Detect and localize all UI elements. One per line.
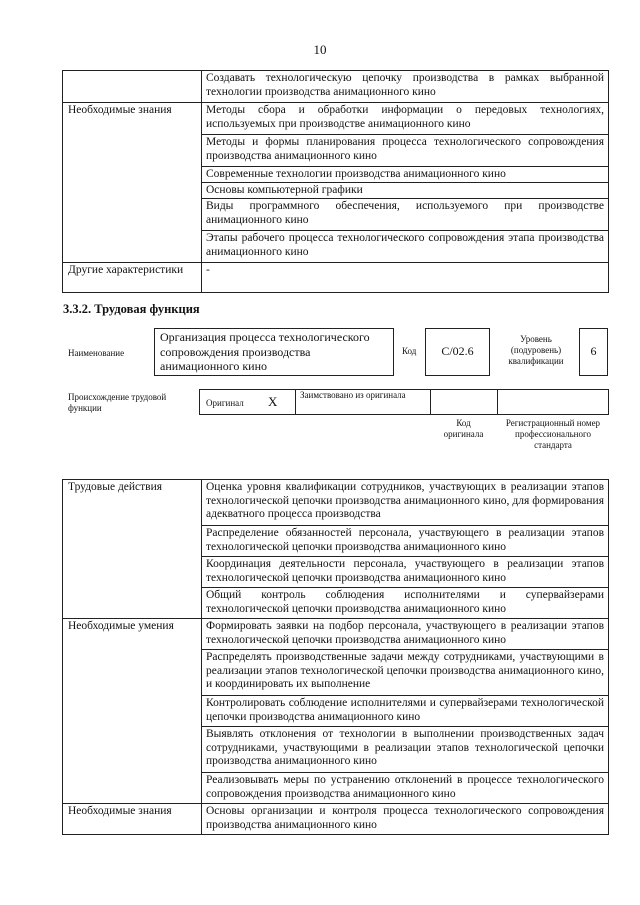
table-row [63,103,609,135]
labor-function-table [62,479,609,835]
level-label: Уровень (подуровень) квалификации [508,334,564,366]
list-item: Методы и формы планирования процесса технологического сопровождения производства анимационного кино [202,135,609,167]
list-item: - [202,263,609,293]
list-item: Выявлять отклонения от технологии в выполнении производственных задач сотрудниками, участвующими в реализации этапов технологической цепочки производства анимационного кино [202,727,609,773]
section-heading: 3.3.2. Трудовая функция [63,302,200,316]
list-item: Распределять производственные задачи между сотрудниками, участвующими в реализации этапов технологической цепочки производства анимационного кино, и координировать их выполнение [202,650,609,696]
list-item: Координация деятельности персонала, участвующего в реализации этапов технологической цепочки производства анимационного кино [202,557,609,588]
table-row [63,804,609,835]
list-item: Основы компьютерной графики [202,183,609,199]
list-item: Формировать заявки на подбор персонала, участвующего в реализации этапов технологической цепочки производства анимационного кино [202,619,609,650]
code-value: С/02.6 [441,344,474,358]
row-label: Необходимые умения [63,619,202,804]
code-caption: Код оригинала [443,418,484,439]
row-label: Трудовые действия [63,480,202,619]
borrowed-label: Заимствовано из оригинала [300,390,406,400]
code-label: Код [402,346,417,356]
list-item: Оценка уровня квалификации сотрудников, участвующих в реализации этапов технологической цепочки производства анимационного кино, для формирования адекватного процесса производства [202,480,609,526]
table-row [63,619,609,650]
row-label: Необходимые знания [63,804,202,835]
original-label: Оригинал [206,398,244,408]
function-name: Организация процесса технологического сопровождения производства анимационного кино [160,330,370,373]
list-item: Этапы рабочего процесса технологического сопровождения этапа производства анимационного кино [202,231,609,263]
list-item: Создавать технологическую цепочку производства в рамках выбранной технологии производства анимационного кино [202,71,609,103]
table-row [63,71,609,103]
origin-label: Происхождение трудовой функции [68,392,167,413]
name-label: Наименование [68,348,125,358]
original-mark: X [268,394,278,409]
list-item: Методы сбора и обработки информации о передовых технологиях, используемых при производстве анимационного кино [202,103,609,135]
list-item: Контролировать соблюдение исполнителями и супервайзерами технологической цепочки производства анимационного кино [202,696,609,727]
page-number: 10 [313,42,327,57]
table-row [63,480,609,526]
row-label: Необходимые знания [63,103,202,263]
list-item: Основы организации и контроля процесса технологического сопровождения производства анимационного кино [202,804,609,835]
list-item: Современные технологии производства анимационного кино [202,167,609,183]
row-label: Другие характеристики [63,263,202,293]
level-value: 6 [590,344,597,358]
top-requirements-table [62,70,609,293]
row-label [63,71,202,103]
reg-number-caption: Регистрационный номер профессионального стандарта [505,418,601,450]
list-item: Общий контроль соблюдения исполнителями и супервайзерами технологической цепочки производства анимационного кино [202,588,609,619]
list-item: Реализовывать меры по устранению отклонений в процессе технологического сопровождения производства анимационного кино [202,773,609,804]
table-row [63,263,609,293]
list-item: Виды программного обеспечения, используемого при производстве анимационного кино [202,199,609,231]
list-item: Распределение обязанностей персонала, участвующего в реализации этапов технологической цепочки производства анимационного кино [202,526,609,557]
